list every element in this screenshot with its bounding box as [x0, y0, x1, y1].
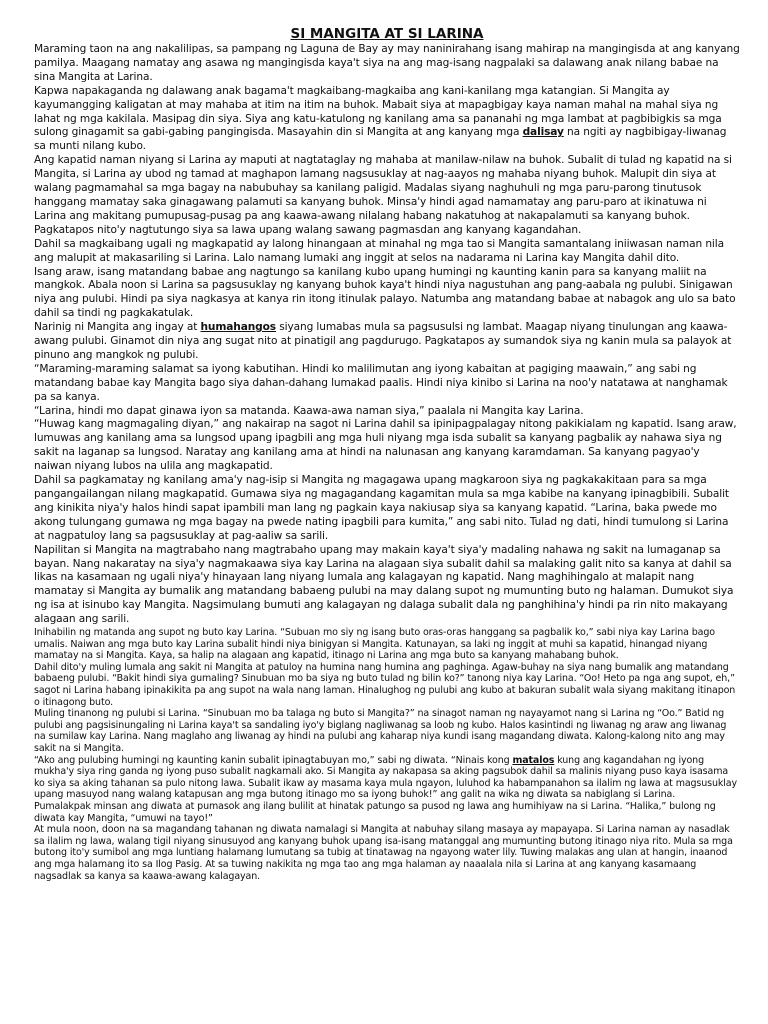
- paragraph-text: Dahil sa pagkamatay ng kanilang ama'y nag-isip si Mangita ng magagawa upang magkaroon siya ng pagkakakitaan para sa mga pangangailangan nilang magkapatid. Gumawa siya ng magagandang kagamitan mula sa mga kabibe na kanyang ipinagbibili. Subalit ang kinikita niya'y halos hindi sapat ipambili man lang ng pagkain kaya nakiusap siya sa kanyang kapatid. “Larina, baka pwede mo akong tulungang gumawa ng mga bagay na pwede nating ipagbili para kumita,” ang sabi nito. Tulad ng dati, hindi tumulong si Larina at nagpatuloy lang sa pagsusuklay at pag-aaliw sa sarili.: [34, 474, 729, 542]
- story-paragraph: [34, 474, 740, 544]
- story-paragraph: [34, 321, 740, 363]
- paragraph-text: siyang lumabas mula sa pagsusulsi ng lambat. Maagap niyang tinulungan ang kaawa-awang pulubi. Ginamot din niya ang sugat nito at pinatigil ang pagdurugo. Pagkatapos ay sumandok siya ng kanin mula sa palayok at pinuno ang mangkok ng pulubi.: [34, 321, 732, 361]
- highlighted-word: matalos: [512, 754, 555, 766]
- paragraph-text: Kapwa napakaganda ng dalawang anak bagama't magkaibang-magkaiba ang kani-kanilang mga katangian. Si Mangita ay kayumangging kaligatan at may mahaba at itim na itim na buhok. Mabait siya at mapagbigay kaya naman mahal na mahal siya ng lahat ng mga kakilala. Masipag din siya. Siya ang katu-katulong ng kanilang ama sa pananahi ng mga lambat at pagbibigkis sa mga sulong ginagamit sa gabi-gabing pangingisda. Masayahin din si Mangita at ang kanyang mga: [34, 84, 722, 139]
- paragraph-text: At mula noon, doon na sa magandang tahanan ng diwata namalagi si Mangita at nabuhay silang masaya ay mapayapa. Si Larina naman ay nasadlak sa ilalim ng lawa, walang tigil niyang sinusuyod ang kanyang buhok upang isa-isang matanggal ang mumunting butong itinago niya rito. Mula sa mga butong ito'y sumibol ang mga luntiang halamang lumutang sa tubig at tinatawag na ngayong water lily. Tuwing malakas ang ulan at hangin, inaanod ang mga halamang ito sa Ilog Pasig. At sa tuwing nakikita ng mga tao ang mga halaman ay naaalala nila si Larina at ang kanyang kasamaang nagsadlak sa kanya sa kaawa-awang kalagayan.: [34, 824, 733, 882]
- paragraph-text: na ngiti ay nagbibigay-liwanag sa munti nilang kubo.: [34, 126, 727, 153]
- paragraph-text: “Huwag kang magmagaling diyan,” ang nakairap na sagot ni Larina dahil sa ipinipagpalagay nitong pakikialam ng kapatid. Isang araw, lumuwas ang kanilang ama sa lungsod upang ipagbili ang mga huli niyang mga isda subalit sa kanyang pagbalik ay nahawa siya ng sakit na laganap sa lungsod. Naratay ang kanilang ama at hindi na nalunasan ang kanyang karamdaman. Sa kanyang pagyao'y naiwan niyang lubos na ulila ang magkapatid.: [34, 418, 737, 473]
- paragraph-text: Pumalakpak minsan ang diwata at pumasok ang ilang bulilit at hinatak patungo sa pusod ng lawa ang humihiyaw na si Larina. “Halika,” bulong ng diwata kay Mangita, “umuwi na tayo!”: [34, 800, 716, 824]
- story-paragraph: [34, 266, 740, 322]
- highlighted-word: humahangos: [200, 321, 276, 334]
- paragraph-text: Muling tinanong ng pulubi si Larina. “Sinubuan mo ba talaga ng buto si Mangita?” na sinagot naman ng nayayamot nang si Larina ng “Oo.” Batid ng pulubi ang pagsisinungaling ni Larina kaya't sa sandaling iyo'y biglang nagliwanag sa loob ng kubo. Halos kasintindi ng liwanag ng araw ang liwanag na sumilaw kay Larina. Nang maglaho ang liwanag ay hindi na pulubi ang kaharap niya kundi isang magandang diwata. Kalong-kalong nito ang may sakit na si Mangita.: [34, 708, 727, 754]
- paragraph-text: “Ako ang pulubing humingi ng kaunting kanin subalit ipinagtabuyan mo,” sabi ng diwata. “Ninais kong: [34, 754, 513, 766]
- story-paragraph: [34, 85, 740, 155]
- story-title: SI MANGITA AT SI LARINA: [290, 26, 484, 42]
- story-body-small: [34, 627, 740, 882]
- paragraph-text: kung ang kagandahan ng iyong mukha'y siya ring ganda ng iyong puso subalit nagkamali ako. Si Mangita ay nakapasa sa aking pagsubok dahil sa malinis niyang puso kaya isasama ko siya sa aking tahanan sa pulo nitong lawa. Subalit ikaw ay masama kaya mula ngayon, luluhod ka habampanahon sa ilalim ng lawa at magsusuklay upang masuyod nang walang katapusan ang mga butong itinago mo sa iyong buhok!” ang galit na wika ng diwata sa nabiglang si Larina.: [34, 754, 737, 801]
- paragraph-text: Maraming taon na ang nakalilipas, sa pampang ng Laguna de Bay ay may naninirahang isang mahirap na mangingisda at ang kanyang pamilya. Maagang namatay ang asawa ng mangingisda kaya't siya na ang mag-isang nagpalaki sa dalawang anak nilang babae na sina Mangita at Larina.: [34, 43, 740, 83]
- story-paragraph: [34, 238, 740, 266]
- paragraph-text: “Maraming-maraming salamat sa iyong kabutihan. Hindi ko malilimutan ang iyong kabaitan at pagiging maawain,” ang sabi ng matandang babae kay Mangita bago siya dahan-dahang lumakad paalis. Hindi niya kinibo si Larina na noo'y natatawa at nanghamak pa sa kanya.: [34, 362, 728, 403]
- story-paragraph: [34, 627, 740, 662]
- paragraph-text: Ang kapatid naman niyang si Larina ay maputi at nagtataglay ng mahaba at manilaw-nilaw na buhok. Subalit di tulad ng kapatid na si Mangita, si Larina ay ubod ng tamad at maghapon lamang nagsusuklay at nag-aayos ng mahaba niyang buhok. Malupit din siya at walang pagmamahal sa mga bagay na nabubuhay sa kanilang paligid. Madalas siyang naghuhuli ng mga paru-parong tinutusok hanggang mamatay saka ginagawang palamuti sa kanyang buhok. Minsa'y hindi agad namamatay ang paru-paro at ikinatuwa ni Larina ang makitang pumupusag-pusag pa ang kaawa-awang nilalang habang nakatuhog at nakapalamuti sa kanyang buhok. Pagkatapos nito'y nagtutungo siya sa lawa upang walang sawang pagmasdan ang kanyang kagandahan.: [34, 154, 732, 236]
- paragraph-text: Narinig ni Mangita ang ingay at: [34, 321, 201, 334]
- paragraph-text: Dahil sa magkaibang ugali ng magkapatid ay lalong hinangaan at minahal ng mga tao si Mangita samantalang iniiwasan naman nila ang malupit at makasariling si Larina. Lalo namang lumaki ang inggit at selos na nadarama ni Larina kay Mangita dahil dito.: [34, 237, 724, 264]
- story-paragraph: [34, 43, 740, 85]
- story-paragraph: [34, 418, 740, 474]
- story-paragraph: [34, 405, 740, 419]
- story-paragraph: [34, 154, 740, 237]
- story-paragraph: [34, 708, 740, 754]
- highlighted-word: dalisay: [522, 126, 564, 139]
- story-paragraph: [34, 363, 740, 405]
- paragraph-text: Dahil dito'y muling lumala ang sakit ni Mangita at patuloy na humina nang humina ang paghinga. Agaw-buhay na siya nang bumalik ang matandang babaeng pulubi. “Bakit hindi siya gumaling? Sinubuan mo ba siya ng buto tulad ng bilin ko?” tanong niya kay Larina. “Oo! Heto pa nga ang supot, eh,” sagot ni Larina habang ipinakikita pa ang supot na wala nang laman. Hinalughog ng pulubi ang kubo at bakuran subalit wala siyang makitang itinapon o itinagong buto.: [34, 661, 736, 708]
- story-paragraph: [34, 755, 740, 801]
- paragraph-text: Napilitan si Mangita na magtrabaho nang magtrabaho upang may makain kaya't siya'y madaling nahawa ng sakit na lumaganap sa bayan. Nang nakaratay na siya'y nagmakaawa siya kay Larina na alagaan siya subalit dahil sa malaking galit nito sa kanya at dahil sa likas na kasamaan ng ugali niya'y hinayaan lang niyang lumala ang kalagayan ng kapatid. Nang maghihingalo at malapit nang mamatay si Mangita ay bumalik ang matandang babaeng pulubi na may dalang supot ng mumunting buto ng halaman. Dumukot siya ng isa at isinubo kay Mangita. Nagsimulang bumuti ang kalagayan ng dalaga subalit dala ng panghihina'y hindi pa rin nito makayang alagaan ang sarili.: [34, 543, 734, 626]
- story-paragraph: [34, 662, 740, 708]
- story-paragraph: [34, 801, 740, 824]
- story-paragraph: [34, 824, 740, 882]
- paragraph-text: Isang araw, isang matandang babae ang nagtungo sa kanilang kubo upang humingi ng kaunting kanin para sa kanyang maliit na mangkok. Abala noon si Larina sa pagsusuklay ng kanyang buhok kaya't hindi niya nagustuhan ang pang-aabala ng pulubi. Sinigawan niya ang pulubi. Hindi pa siya nagkasya at kanya rin itong itinulak palayo. Natumba ang matandang babae at nabagok ang ulo sa bato dahil sa tindi ng pagkakatulak.: [34, 265, 736, 320]
- paragraph-text: Inihabilin ng matanda ang supot ng buto kay Larina. “Subuan mo siy ng isang buto oras-oras hanggang sa pagbalik ko,” sabi niya kay Larina bago umalis. Naiwan ang mga buto kay Larina subalit hindi niya binigyan si Mangita. Katunayan, sa laki ng inggit at muhi sa kapatid, hinangad niyang mamatay na si Mangita. Kaya, sa halip na alagaan ang kapatid, itinago ni Larina ang mga buto sa kanyang mahabang buhok.: [34, 627, 715, 662]
- story-body-large: [34, 43, 740, 627]
- story-paragraph: [34, 544, 740, 627]
- paragraph-text: “Larina, hindi mo dapat ginawa iyon sa matanda. Kaawa-awa naman siya,” paalala ni Mangita kay Larina.: [34, 404, 584, 417]
